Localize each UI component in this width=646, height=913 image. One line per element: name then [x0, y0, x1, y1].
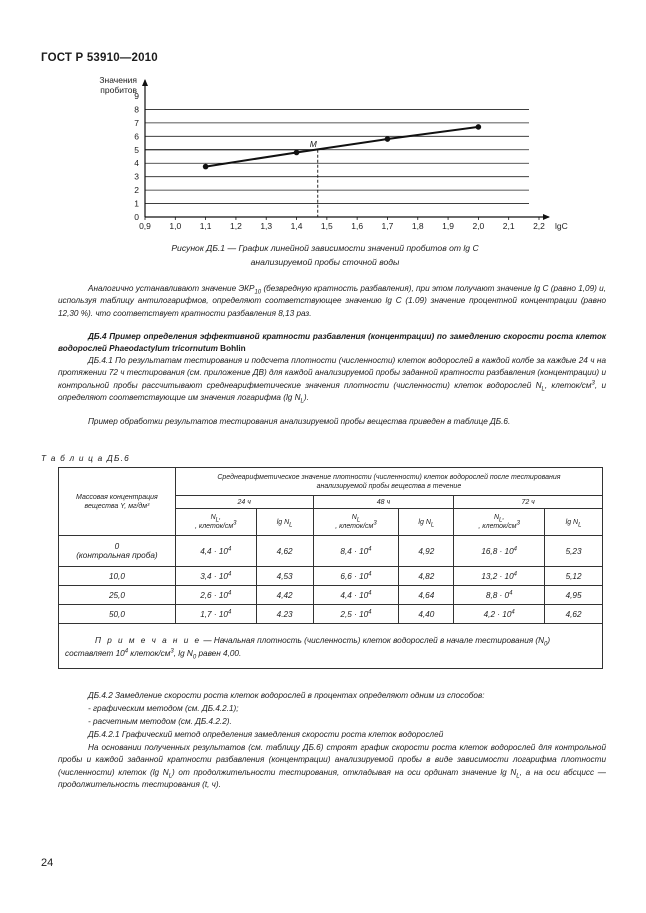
cell-conc: 25,0: [59, 586, 176, 605]
x-axis-label: lgC: [555, 221, 568, 231]
paragraph-example: Пример обработки результатов тестирования анализируемой пробы вещества приведен в таблице ДБ.6.: [88, 417, 511, 426]
table-note-row: [59, 624, 603, 669]
y-tick-label: 2: [134, 185, 139, 196]
table-db6: [58, 467, 603, 669]
cell-n48: $4,4 \cdot 10^4$: [313, 586, 399, 605]
cell-n24: $3,4 \cdot 10^4$: [175, 567, 256, 586]
cell-lg48: 4,82: [399, 567, 454, 586]
table-note: П р и м е ч а н и е — Начальная плотность (численность) клеток водорослей в начале тестирования $(N_0)$ составляет $10^4$ клеток/$см^3$, $\lg N_0$ равен 4,00.: [59, 624, 603, 669]
x-tick-label: 0,9: [139, 221, 151, 231]
x-tick-label: 2,1: [502, 221, 515, 231]
paragraph-db421: ДБ.4.2.1 Графический метод определения замедления скорости роста клеток водорослей: [88, 730, 444, 739]
x-axis-arrow: [543, 214, 550, 220]
y-tick-label: 0: [134, 212, 139, 222]
y-tick-label: 8: [134, 104, 139, 115]
y-tick-label: 9: [134, 91, 139, 101]
list-item-graphic: - графическим методом (см. ДБ.4.2.1);: [88, 704, 239, 713]
cell-n72: $8,8 \cdot 0^4$: [454, 586, 545, 605]
table-row: [59, 567, 603, 586]
x-tick-label: 1,9: [442, 221, 454, 231]
cell-n48: $8,4 \cdot 10^4$: [313, 536, 399, 567]
cell-n24: $2,6 \cdot 10^4$: [175, 586, 256, 605]
table-title: Т а б л и ц а ДБ.6: [41, 453, 130, 463]
page-number: 24: [41, 857, 54, 869]
subheader-nl-24: $N_L$, , клеток/$см^3$: [175, 509, 256, 536]
cell-conc: 50,0: [59, 605, 176, 624]
x-tick-label: 1,6: [351, 221, 364, 231]
period-72h: 72 ч: [454, 496, 603, 509]
document-header: ГОСТ Р 53910—2010: [41, 52, 158, 64]
cell-conc: 10,0: [59, 567, 176, 586]
subheader-nl-48: $N_L$ , клеток/$см^3$: [313, 509, 399, 536]
x-tick-label: 1,7: [381, 221, 394, 231]
probit-chart: [0, 0, 646, 260]
subheader-lg-24: $\lg N_L$: [256, 509, 313, 536]
x-tick-label: 1,3: [260, 221, 273, 231]
subheader-nl-72: $N_L$, , клеток/$см^3$: [454, 509, 545, 536]
paragraph-db41: ДБ.4.1 По результатам тестирования и подсчета плотности (численности) клеток водорослей в каждой колбе за каждые 24 ч на протяжении 72 ч тестирования (см. приложение ДВ) для каждой анализируемой пробы заданной кратности разбавления (концентрации) и контрольной пробы рассчитывают среднеарифметические значения плотности (численности) клеток водорослей $N_L$, клеток/$см^3$, и определяют соответствующие им значения логарифма (lg $N_L$).: [58, 356, 606, 405]
header-main: Среднеарифметическое значение плотности (численности) клеток водорослей после тестирования анализируемой пробы вещества в течение: [175, 468, 602, 496]
header-concentration: Массовая концентрация вещества Y, мг/дм³: [59, 468, 176, 536]
cell-lg72: 4,62: [545, 605, 603, 624]
cell-lg72: 4,95: [545, 586, 603, 605]
x-tick-label: 1,4: [290, 221, 303, 231]
y-tick-label: 1: [134, 198, 139, 209]
table-row: [59, 536, 603, 567]
y-tick-label: 5: [134, 144, 139, 155]
subheader-lg-48: $\lg N_L$: [399, 509, 454, 536]
cell-lg48: 4,92: [399, 536, 454, 567]
x-tick-label: 1,8: [411, 221, 424, 231]
y-tick-label: 3: [134, 171, 139, 182]
cell-n72: $16,8 \cdot 10^4$: [454, 536, 545, 567]
point-m-label: M: [309, 138, 317, 149]
cell-lg24: 4.23: [256, 605, 313, 624]
paragraph-db42: ДБ.4.2 Замедление скорости роста клеток водорослей в процентах определяют одним из способов:: [88, 691, 485, 700]
cell-n72: $4,2 \cdot 10^4$: [454, 605, 545, 624]
x-tick-label: 1,1: [199, 221, 212, 231]
data-point: [476, 124, 482, 130]
period-48h: 48 ч: [313, 496, 454, 509]
cell-n24: $4,4 \cdot 10^4$: [175, 536, 256, 567]
y-axis-arrow: [142, 79, 148, 86]
table-row: [59, 586, 603, 605]
y-tick-label: 6: [134, 131, 139, 142]
period-24h: 24 ч: [175, 496, 313, 509]
cell-n48: $2,5 \cdot 10^4$: [313, 605, 399, 624]
x-tick-label: 1,5: [320, 221, 333, 231]
x-tick-label: 1,2: [230, 221, 242, 231]
data-point: [385, 136, 391, 142]
data-point: [294, 150, 300, 156]
cell-lg24: 4,53: [256, 567, 313, 586]
section-heading-db4: ДБ.4 Пример определения эффективной кратности разбавления (концентрации) по замедлению скорости роста клеток водорослей Phaeodactylum tricornutum Bohlin: [58, 332, 606, 354]
paragraph-1: Аналогично устанавливают значение $ЭКР_{10}$ (безвредную кратность разбавления), при этом получают значение lg C (равно 1,09) и, используя таблицу антилогарифмов, определяют соответствующее значению lg C (1.09) значение процентной концентрации (равно 12,30 %). что соответствует кратности разбавления 8,13 раз.: [58, 284, 607, 318]
cell-n24: $1,7 \cdot 10^4$: [175, 605, 256, 624]
cell-lg24: 4,42: [256, 586, 313, 605]
cell-lg72: 5,23: [545, 536, 603, 567]
cell-conc: 0 (контрольная проба): [59, 536, 176, 567]
figure-caption-line2: анализируемой пробы сточной воды: [250, 257, 400, 267]
figure-caption-line1: Рисунок ДБ.1 — График линейной зависимости значений пробитов от lg C: [171, 243, 479, 253]
subheader-lg-72: $\lg N_L$: [545, 509, 603, 536]
cell-lg24: 4,62: [256, 536, 313, 567]
table-row: [59, 605, 603, 624]
x-tick-label: 1,0: [169, 221, 182, 231]
data-point: [203, 164, 209, 170]
cell-n72: $13,2 \cdot 10^4$: [454, 567, 545, 586]
y-axis-label-line1: Значения: [99, 75, 137, 85]
y-axis-label-line2: пробитов: [100, 85, 137, 95]
cell-lg72: 5,12: [545, 567, 603, 586]
paragraph-graph-method: На основании полученных результатов (см. таблицу ДБ.6) строят график скорости роста клеток водорослей для контрольной пробы и каждой заданной кратности разбавления (концентрации) анализируемой пробы в виде зависимости логарифма плотности (численности) клеток (lg $N_L$) от продолжительности тестирования, откладывая на оси ординат значение $\lg N_L$, а на оси абсцисс — продолжительность тестирования (t, ч).: [58, 743, 606, 790]
cell-n48: $6,6 \cdot 10^4$: [313, 567, 399, 586]
cell-lg48: 4,40: [399, 605, 454, 624]
cell-lg48: 4,64: [399, 586, 454, 605]
x-tick-label: 2,0: [472, 221, 485, 231]
y-tick-label: 4: [134, 158, 139, 169]
y-tick-label: 7: [134, 117, 139, 128]
series-line: [206, 127, 479, 167]
list-item-calc: - расчетным методом (см. ДБ.4.2.2).: [88, 717, 232, 726]
x-tick-label: 2,2: [533, 221, 545, 231]
